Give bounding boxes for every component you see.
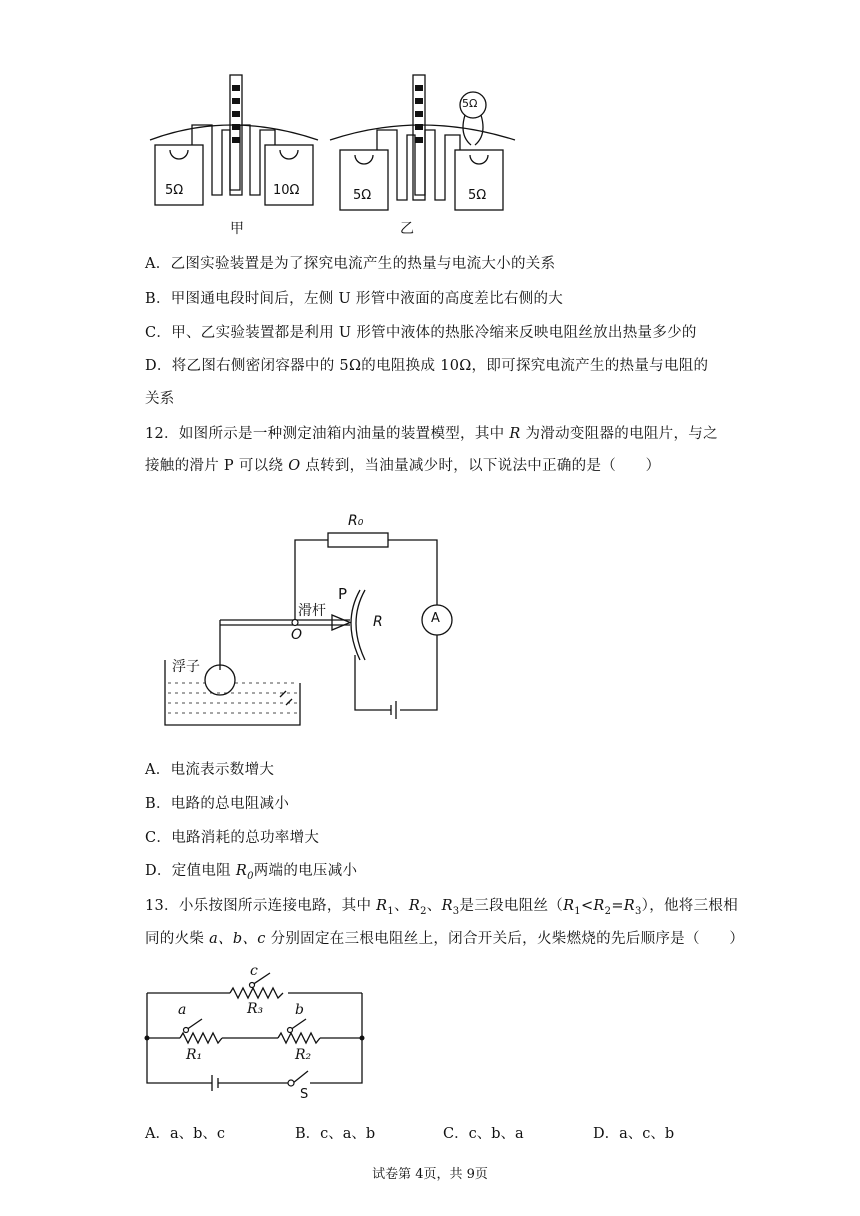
q13-option-b: B．c、a、b [295,1126,376,1142]
o-label: O [291,627,303,643]
yi-caption: 乙 [400,221,414,237]
figure-resistor-circuit [140,965,375,1105]
figure-jia-yi-apparatus [140,70,530,240]
r0-label: R₀ [348,513,364,529]
jia-left-resistor-label: 5Ω [165,183,184,198]
match-b-label: b [295,1002,304,1018]
q13-stem-line2: 同的火柴 a、b、c 分别固定在三根电阻丝上，闭合开关后，火柴燃烧的先后顺序是（ ） [145,931,745,947]
q12-option-c: C．电路消耗的总功率增大 [145,830,320,846]
jia-right-resistor-label: 10Ω [273,183,300,198]
yi-outside-resistor-label: 5Ω [462,97,478,110]
r1-label: R₁ [186,1047,203,1063]
p-label: P [338,585,348,603]
q13-option-d: D．a、c、b [593,1126,675,1142]
ammeter-label: A [431,611,440,626]
q12-option-a: A．电流表示数增大 [145,762,275,778]
q13-stem-line1: 13．小乐按图所示连接电路，其中 $R_1$、$R_2$、$R_3$是三段电阻丝$(R_1<R_2=R_3)$，他将三根相 [145,898,739,917]
q11-option-d-line2: 关系 [145,391,175,407]
jia-caption: 甲 [230,221,244,237]
q12-stem-line1: 12．如图所示是一种测定油箱内油量的装置模型，其中 R 为滑动变阻器的电阻片，与之 [145,426,718,442]
q11-option-a: A．乙图实验装置是为了探究电流产生的热量与电流大小的关系 [145,256,556,272]
q12-option-d: D．定值电阻 $R_0$两端的电压减小 [145,863,358,882]
figure-oil-gauge [160,505,470,730]
yi-right-resistor-label: 5Ω [468,188,487,203]
float-label: 浮子 [172,659,200,675]
r2-label: R₂ [295,1047,312,1063]
switch-label: S [300,1087,309,1102]
q11-option-c: C．甲、乙实验装置都是利用 U 形管中液体的热胀冷缩来反映电阻丝放出热量多少的 [145,325,697,341]
q11-option-d-line1: D．将乙图右侧密闭容器中的 5Ω的电阻换成 10Ω，即可探究电流产生的热量与电阻的 [145,358,709,374]
r-label: R [373,614,383,630]
r3-label: R₃ [247,1001,264,1017]
q13-options [145,1122,705,1144]
match-a-label: a [178,1002,187,1018]
q11-option-b: B．甲图通电段时间后，左侧 U 形管中液面的高度差比右侧的大 [145,291,564,307]
q12-stem-line2: 接触的滑片 P 可以绕 O 点转到，当油量减少时，以下说法中正确的是（ ） [145,458,661,474]
yi-left-resistor-label: 5Ω [353,188,372,203]
rod-label: 滑杆 [298,603,326,619]
q13-option-a: A．a、b、c [145,1126,226,1142]
match-c-label: c [250,963,258,979]
page-footer: 试卷第 4页，共 9页 [372,1167,488,1182]
q12-option-b: B．电路的总电阻减小 [145,796,290,812]
q13-option-c: C．c、b、a [443,1126,524,1142]
